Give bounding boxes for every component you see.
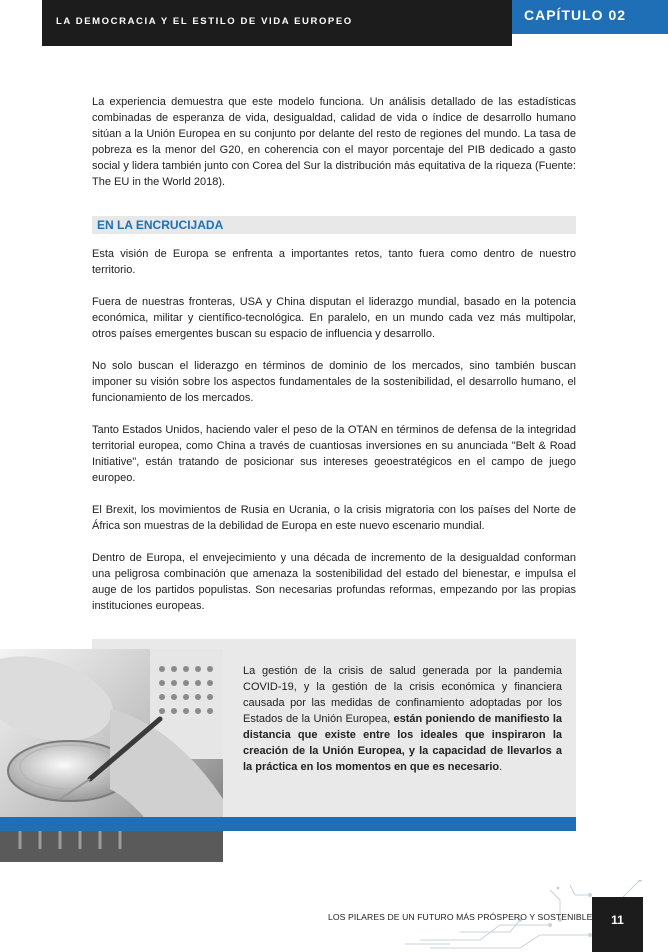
body-paragraph: Esta visión de Europa se enfrenta a importantes retos, tanto fuera como dentro de nuestro territorio. [92,248,576,276]
body-paragraph: No solo buscan el liderazgo en términos de dominio de los mercados, sino también buscan imponer su visión sobre los aspectos fundamentales de la sostenibilidad, el desarrollo humano, el funcionamiento de los mercados. [92,360,576,404]
running-header-title: LA DEMOCRACIA Y EL ESTILO DE VIDA EUROPEO [56,16,353,27]
body-paragraph: Tanto Estados Unidos, haciendo valer el peso de la OTAN en términos de defensa de la integridad territorial europea, como China a través de cuantiosas inversiones en su anunciada "Belt & Road Initiative", están tratando de posicionar sus intereses geoestratégicos en el campo de juego europeo. [92,424,576,484]
callout-text-bold: están poniendo de manifiesto la distancia que existe entre los ideales que inspiraron la creación de la Unión Europea, y la capacidad de llevarlos a la práctica en los momentos en que es necesario [243,713,562,773]
callout-text-end: . [499,761,503,773]
callout-text-regular: La gestión de la crisis de salud generada por la pandemia COVID-19, y la gestión de la crisis económica y financiera causada por las medidas de confinamiento adoptadas por los Estados de la Unión Europea, [243,665,562,725]
page-number: 11 [611,913,624,927]
callout-text [243,663,562,775]
main-content [92,94,576,630]
footer-title: LOS PILARES DE UN FUTURO MÁS PRÓSPERO Y SOSTENIBLE [328,912,593,922]
body-paragraph: Fuera de nuestras fronteras, USA y China disputan el liderazgo mundial, basado en la potencia económica, militar y científico-tecnológica. En paralelo, en un mundo cada vez más multipolar, otros países emergentes buscan su espacio de influencia y desarrollo. [92,296,576,340]
intro-paragraph: La experiencia demuestra que este modelo funciona. Un análisis detallado de las estadísticas combinadas de esperanza de vida, desigualdad, calidad de vida o índice de desarrollo humano sitúan a la Unión Europea en su conjunto por delante del resto de regiones del mundo. La tasa de pobreza es la menor del G20, en coherencia con el mayor porcentaje del PIB dedicado a gasto social y lidera también junto con Corea del Sur la distribución más equitativa de la riqueza (Fuente: The EU in the World 2018). [92,96,576,188]
body-paragraph: Dentro de Europa, el envejecimiento y una década de incremento de la desigualdad conforman una peligrosa combinación que amenaza la sostenibilidad del estado del bienestar, e impulsa el auge de los partidos populistas. Son necesarias profundas reformas, empezando por las propias instituciones europeas. [92,552,576,612]
accent-stripe [0,817,576,831]
chapter-label: CAPÍTULO 02 [524,7,627,23]
body-paragraph: El Brexit, los movimientos de Rusia en Ucrania, o la crisis migratoria con los países del Norte de África son muestras de la debilidad de Europa en este nuevo escenario mundial. [92,504,576,532]
section-heading: EN LA ENCRUCIJADA [92,216,576,234]
